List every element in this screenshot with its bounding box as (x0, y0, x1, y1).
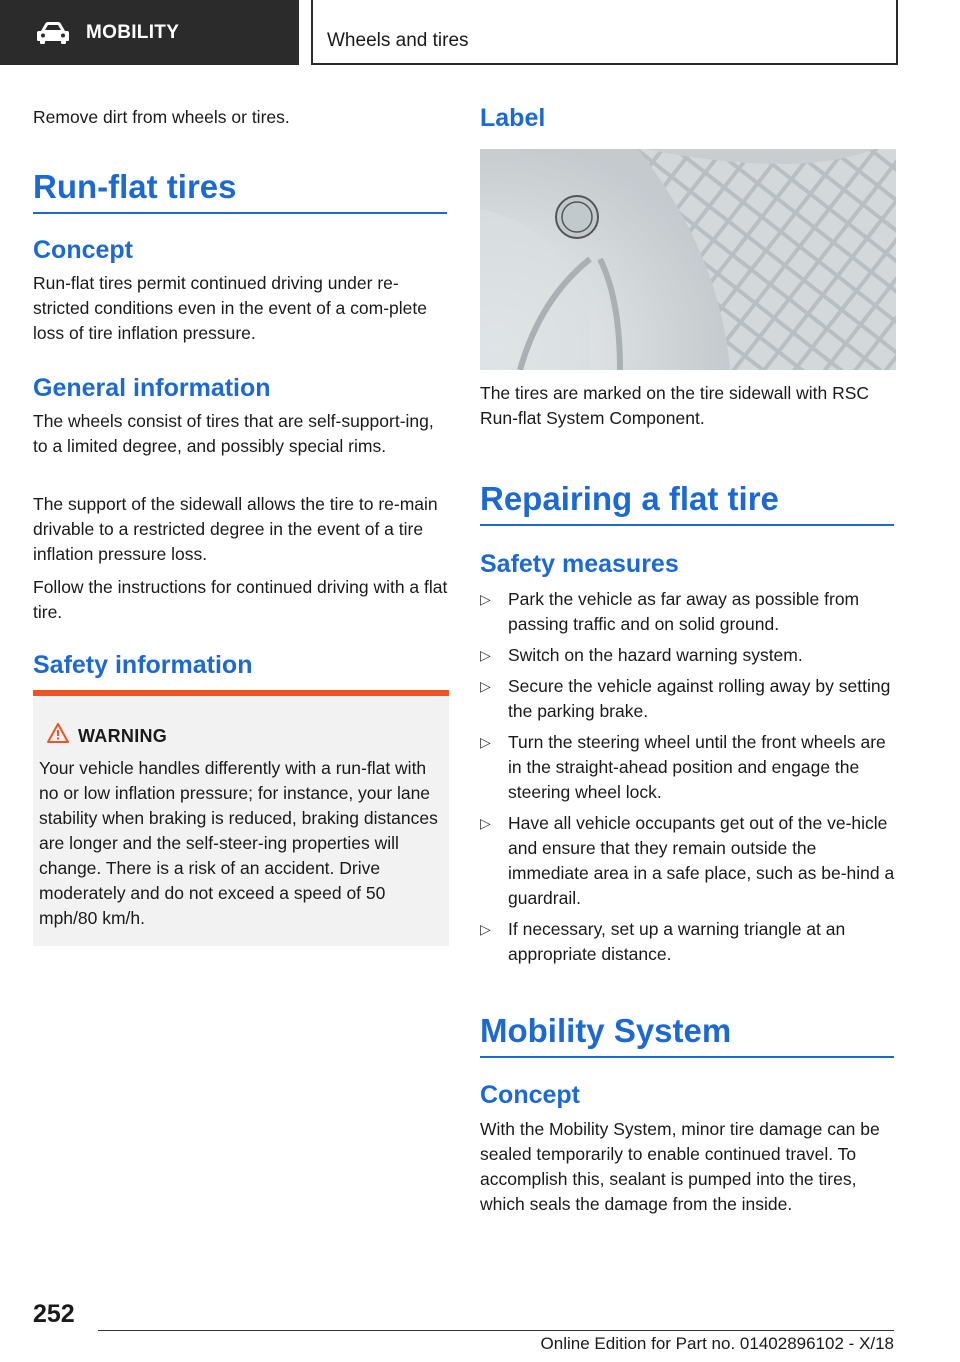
list-item: ▷ Park the vehicle as far away as possible from passing traffic and on solid ground. (480, 589, 860, 634)
intro-text: Remove dirt from wheels or tires. (33, 107, 290, 127)
warning-title: WARNING (78, 726, 168, 746)
page-number: 252 (33, 1300, 75, 1328)
car-icon (36, 21, 70, 45)
warning-text: Your vehicle handles differently with a run-flat with no or low inflation pressure; for instance, your lane stability when braking is reduced, braking distances are longer and the self-steer‐ing properties will change. There is a risk of an accident. Drive moderately and do not exceed a speed of 50 mph/80 km/h. (39, 758, 438, 928)
label-heading: Label (480, 104, 546, 132)
tire-illustration (480, 149, 896, 370)
list-item: ▷ If necessary, set up a warning triangle at an appropriate distance. (480, 919, 846, 964)
label-text: The tires are marked on the tire sidewall with RSC Run-flat System Component. (480, 383, 870, 428)
runflat-heading: Run-flat tires (33, 168, 447, 214)
bullet-triangle-icon: ▷ (480, 921, 491, 937)
list-item: ▷ Have all vehicle occupants get out of the ve‐hicle and ensure that they remain outside the immediate area in a safe place, such as be‐hind a guardrail. (480, 813, 895, 908)
general-paragraph-2: The support of the sidewall allows the tire to re‐main drivable to a restricted degree in the event of a tire inflation pressure loss. (33, 494, 438, 564)
list-item: ▷ Switch on the hazard warning system. (480, 643, 896, 668)
warning-triangle-icon (47, 723, 69, 743)
tire-sidewall-rsc-image (480, 149, 896, 370)
bullet-triangle-icon: ▷ (480, 647, 491, 663)
warning-box (33, 690, 449, 946)
bullet-triangle-icon: ▷ (480, 591, 491, 607)
edition-text: Online Edition for Part no. 01402896102 - X/18 (540, 1334, 894, 1353)
mobility-system-heading: Mobility System (480, 1012, 894, 1058)
bullet-triangle-icon: ▷ (480, 815, 491, 831)
chapter-header (311, 0, 898, 65)
bullet-triangle-icon: ▷ (480, 734, 491, 750)
repair-heading: Repairing a flat tire (480, 480, 894, 526)
footer-divider (98, 1330, 894, 1331)
chapter-title: Wheels and tires (327, 30, 469, 51)
section-header (0, 0, 299, 65)
general-paragraph-1: The wheels consist of tires that are self-support‐ing, to a limited degree, and possibly special rims. (33, 411, 434, 456)
concept-text: Run-flat tires permit continued driving under re‐stricted conditions even in the event of a com‐plete loss of tire inflation pressure. (33, 273, 427, 343)
concept-heading: Concept (33, 236, 133, 264)
mobility-concept-text: With the Mobility System, minor tire damage can be sealed temporarily to enable continued travel. To accomplish this, sealant is pumped into the tires, which seals the damage from the inside. (480, 1119, 880, 1214)
safety-information-heading: Safety information (33, 651, 253, 679)
section-title: MOBILITY (86, 21, 180, 43)
bullet-triangle-icon: ▷ (480, 678, 491, 694)
mobility-concept-heading: Concept (480, 1081, 580, 1109)
safety-measures-list (480, 587, 896, 973)
safety-measures-heading: Safety measures (480, 550, 679, 578)
list-item: ▷ Secure the vehicle against rolling away by setting the parking brake. (480, 676, 891, 721)
general-information-heading: General information (33, 374, 271, 402)
general-paragraph-3: Follow the instructions for continued driving with a flat tire. (33, 577, 448, 622)
list-item: ▷ Turn the steering wheel until the front wheels are in the straight-ahead position and engage the steering wheel lock. (480, 732, 886, 802)
